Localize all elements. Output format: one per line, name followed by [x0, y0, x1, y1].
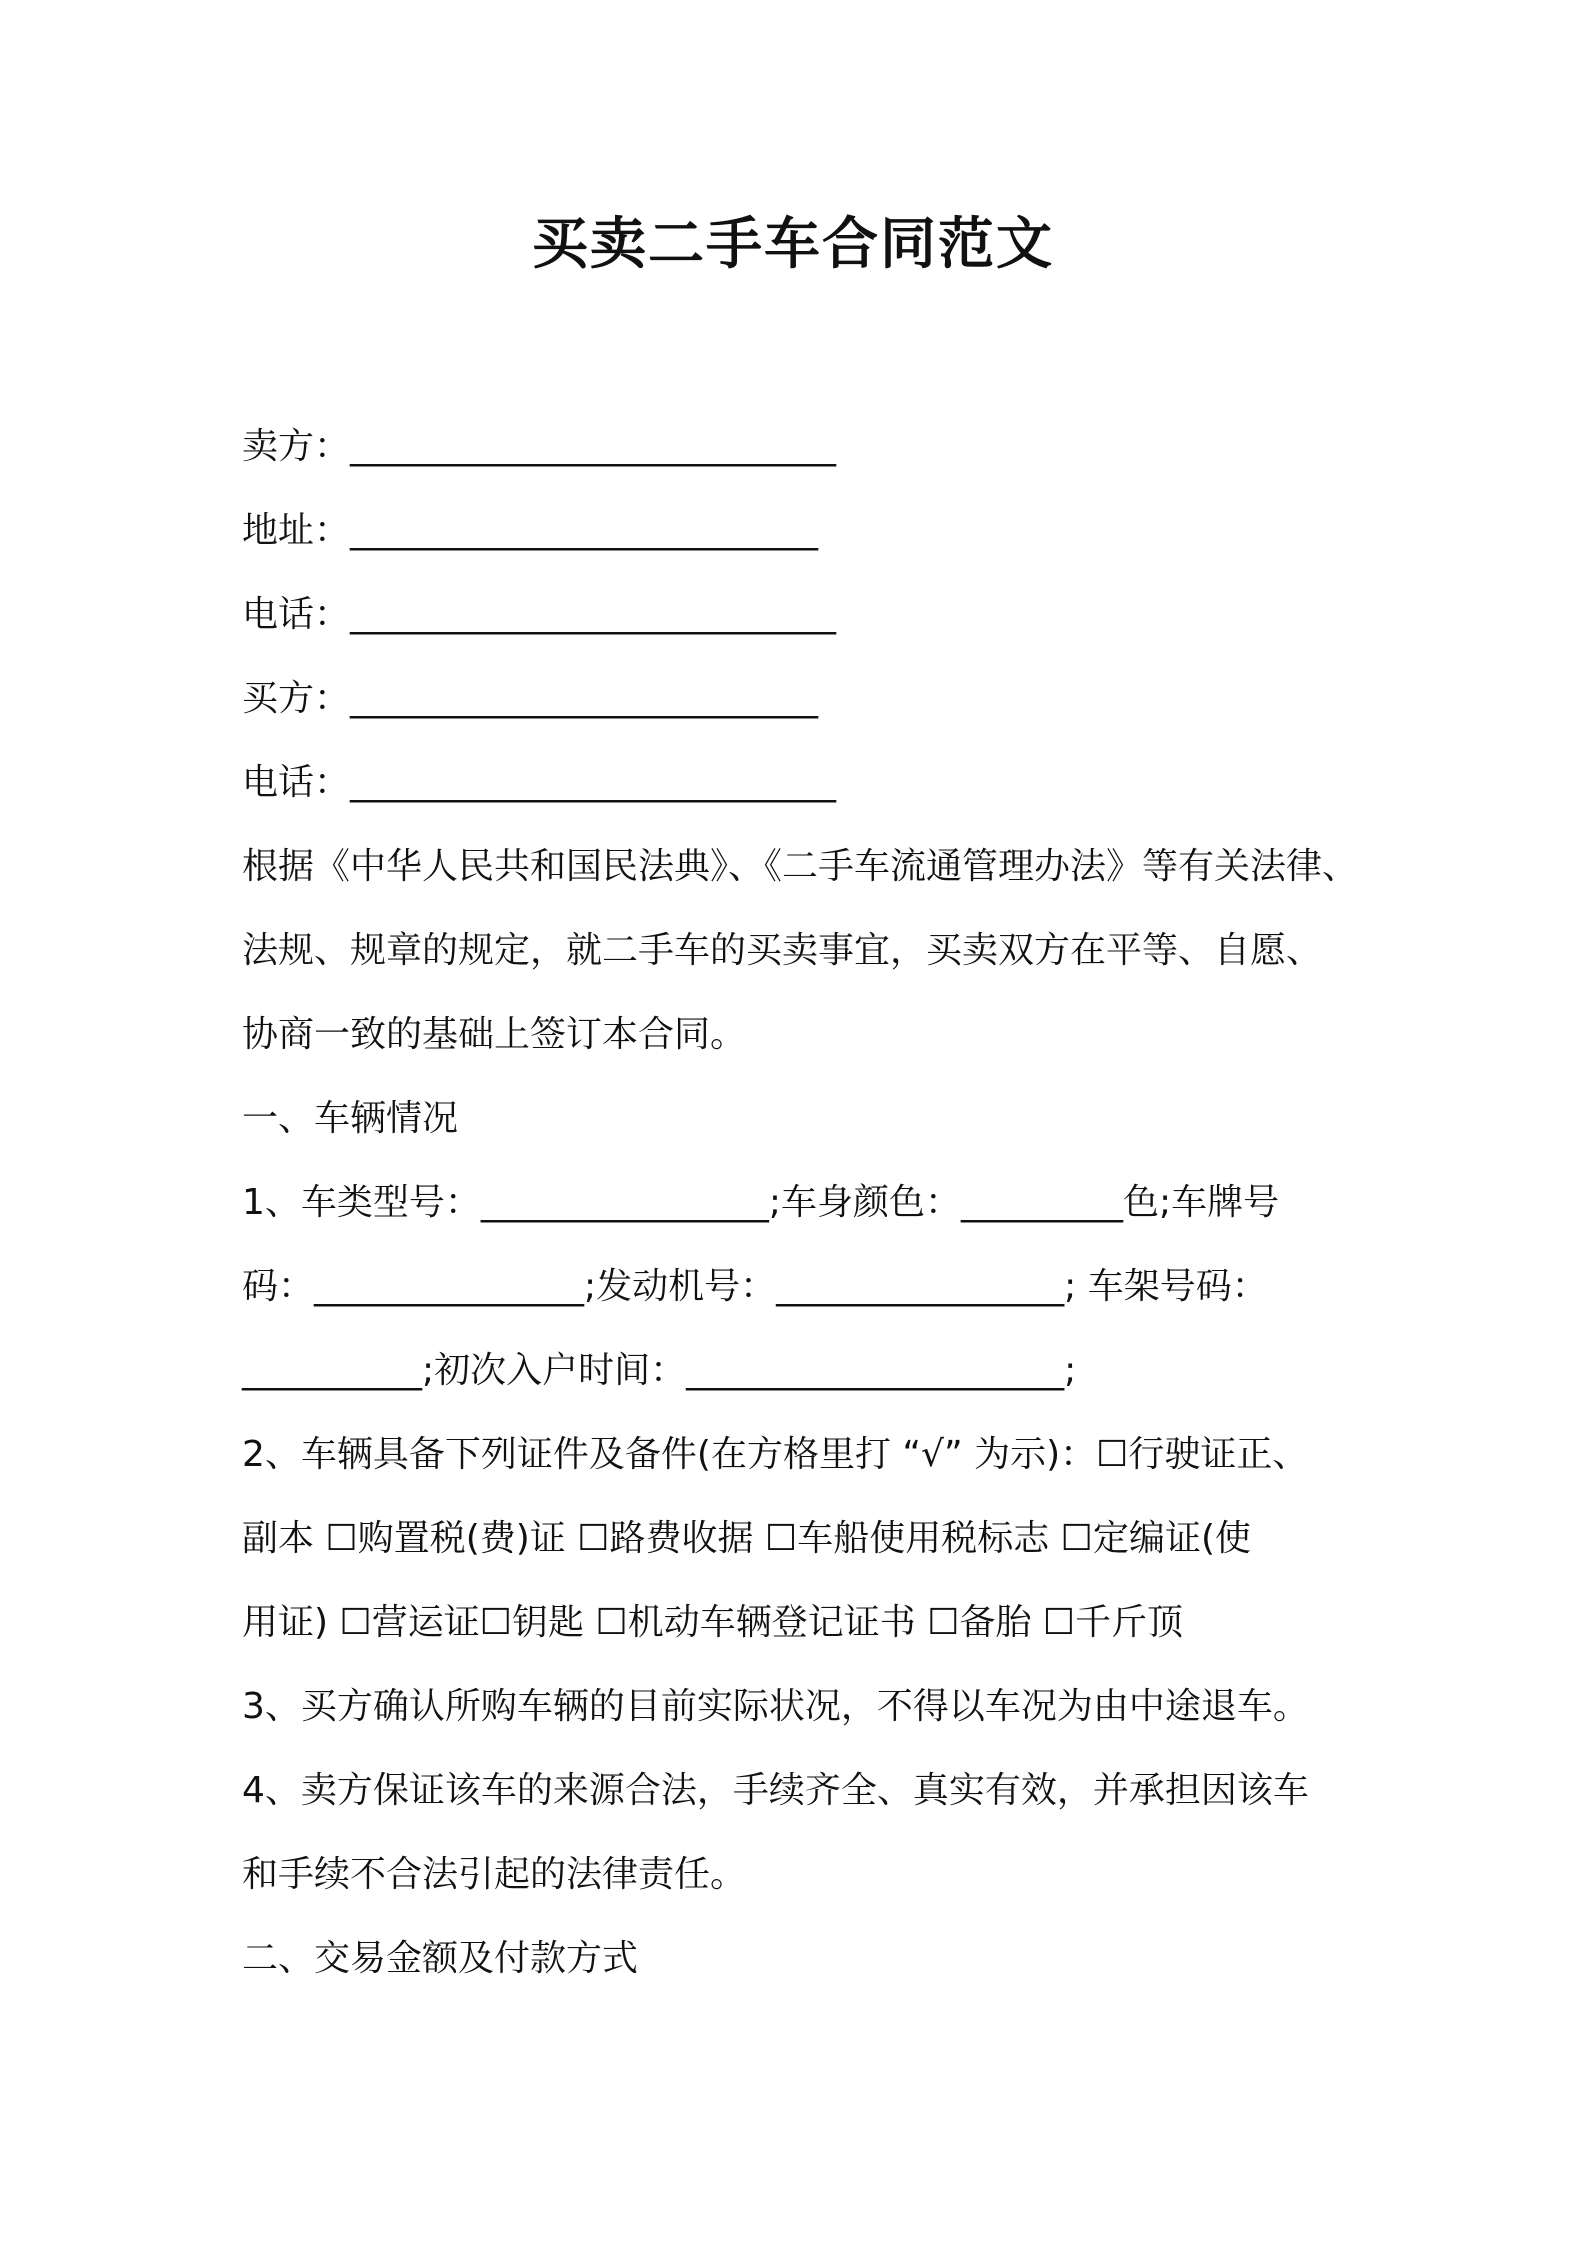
clause-2-line-1: 2、车辆具备下列证件及备件(在方格里打 “√” 为示)：☐行驶证正、 — [242, 1434, 1309, 1475]
clause-4-line-1: 4、卖方保证该车的来源合法，手续齐全、真实有效，并承担因该车 — [242, 1770, 1309, 1811]
clause-2-line-3: 用证) ☐营运证☐钥匙 ☐机动车辆登记证书 ☐备胎 ☐千斤顶 — [242, 1602, 1184, 1643]
clause-1-line-3: __________;初次入户时间：_____________________; — [242, 1350, 1077, 1391]
preamble-line-1: 根据《中华人民共和国民法典》、《二手车流通管理办法》等有关法律、 — [242, 846, 1359, 887]
seller-phone-field: 电话：___________________________ — [242, 594, 837, 635]
clause-2-line-2: 副本 ☐购置税(费)证 ☐路费收据 ☐车船使用税标志 ☐定编证(使 — [242, 1518, 1252, 1559]
seller-field: 卖方：___________________________ — [242, 426, 837, 467]
preamble-line-2: 法规、规章的规定，就二手车的买卖事宜，买卖双方在平等、自愿、 — [242, 930, 1323, 971]
address-field: 地址：__________________________ — [242, 510, 819, 551]
preamble-line-3: 协商一致的基础上签订本合同。 — [242, 1014, 747, 1055]
clause-4-line-2: 和手续不合法引起的法律责任。 — [242, 1854, 747, 1895]
section-heading-vehicle: 一、车辆情况 — [242, 1098, 459, 1139]
clause-1-line-1: 1、车类型号：________________;车身颜色：_________色;车牌号 — [242, 1182, 1280, 1223]
clause-3: 3、买方确认所购车辆的目前实际状况，不得以车况为由中途退车。 — [242, 1686, 1309, 1727]
document-title: 买卖二手车合同范文 — [532, 212, 1054, 277]
buyer-phone-field: 电话：___________________________ — [242, 762, 837, 803]
clause-1-line-2: 码：_______________;发动机号：________________; 车架号码： — [242, 1266, 1268, 1307]
section-heading-payment: 二、交易金额及付款方式 — [242, 1938, 639, 1979]
buyer-field: 买方：__________________________ — [242, 678, 819, 719]
document-body — [242, 405, 1359, 2001]
